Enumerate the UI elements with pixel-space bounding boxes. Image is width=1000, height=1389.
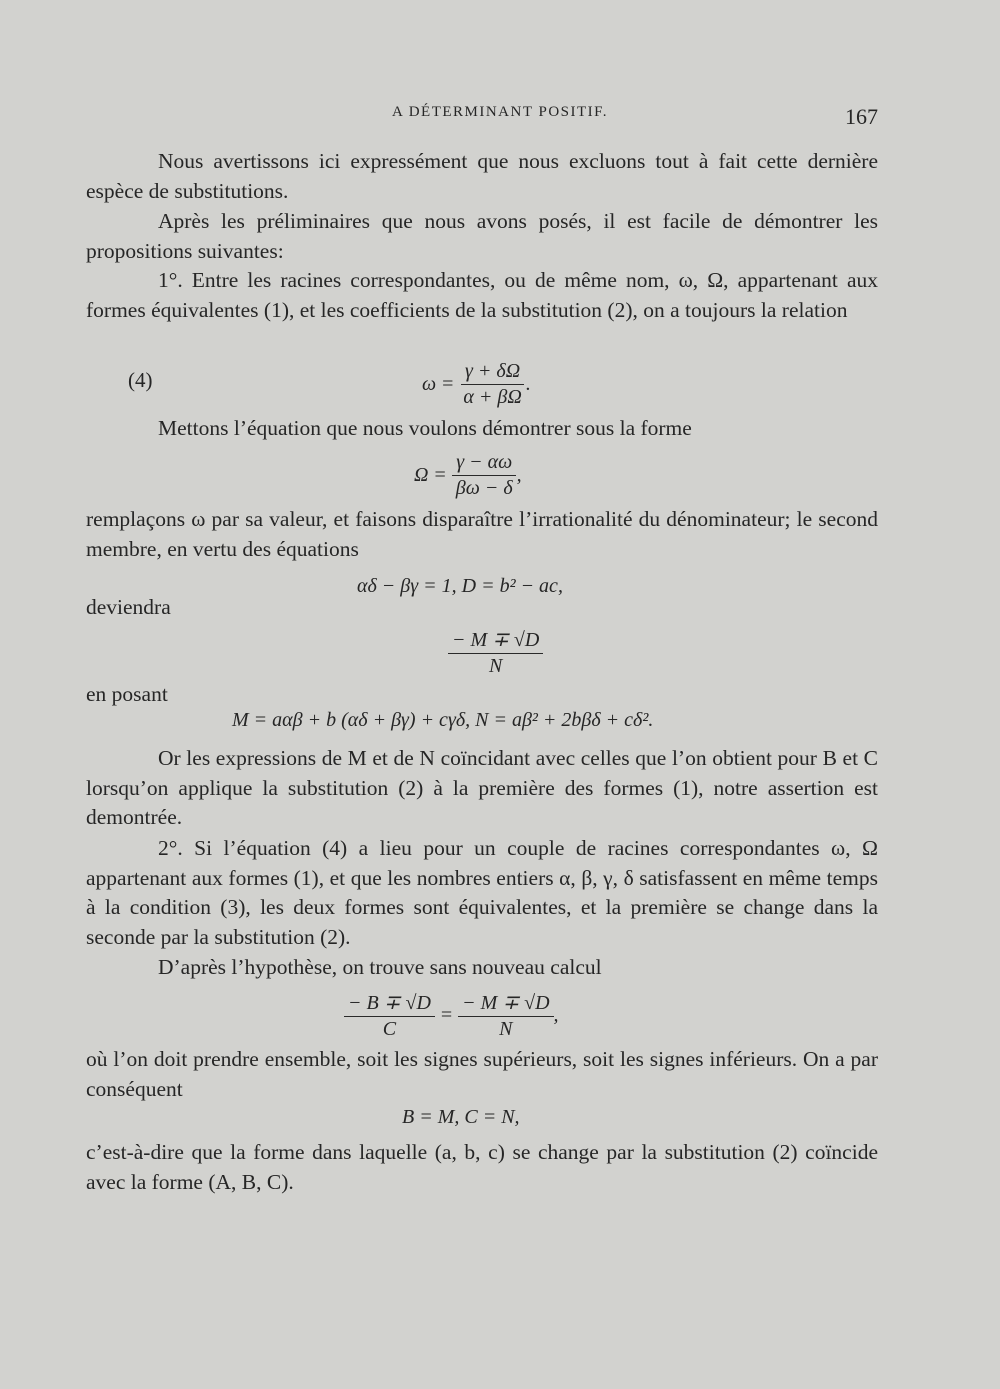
paragraph-11: où l’on doit prendre ensemble, soit les signes supérieurs, soit les signes inférieurs. On a par conséquent [86, 1047, 878, 1101]
equation-omega-denominator: βω − δ [455, 477, 513, 499]
equation-4-number: (4) [128, 368, 153, 392]
equation-M-fraction [458, 990, 553, 1041]
equals-sign: = [434, 464, 446, 486]
equation-omega-tail: , [516, 464, 522, 486]
equation-omega-numerator: γ − αω [452, 451, 516, 476]
equation-4-fraction [459, 360, 525, 409]
paragraph-3: 1°. Entre les racines correspondantes, ou de même nom, ω, Ω, appartenant aux formes équivalentes (1), et les coefficients de la substitution (2), on a toujours la relation [86, 268, 878, 322]
paragraph-6: deviendra [86, 595, 171, 619]
equation-M-numerator: − M ∓ √D [458, 990, 553, 1017]
equation-result [448, 627, 543, 678]
paragraph-9: 2°. Si l’équation (4) a lieu pour un couple de racines correspondantes ω, Ω appartenant aux formes (1), et que les nombres entiers α, β, γ, δ satisfassent en même temps à la condition (3), les deux formes sont équivalentes, et la première se change dans la seconde par la substitution (2). [86, 836, 878, 949]
equation-B-fraction [344, 990, 435, 1041]
equals-sign: = [442, 373, 454, 395]
equation-conditions: αδ − βγ = 1, D = b² − ac, [357, 575, 563, 597]
paragraph-4: Mettons l’équation que nous voulons démontrer sous la forme [158, 416, 692, 440]
equation-4-denominator: α + βΩ [463, 386, 522, 408]
paragraph-10: D’après l’hypothèse, on trouve sans nouveau calcul [158, 955, 602, 979]
paragraph-12: c’est-à-dire que la forme dans laquelle (a, b, c) se change par la substitution (2) coïncide avec la forme (A, B, C). [86, 1140, 878, 1194]
equals-sign: = [440, 1004, 453, 1026]
equation-B-denominator: C [382, 1018, 397, 1040]
equation-4-numerator: γ + δΩ [461, 360, 524, 385]
paragraph-8: Or les expressions de M et de N coïncidant avec celles que l’on obtient pour B et C lorsqu’on applique la substitution (2) à la première des formes (1), notre assertion est demontrée. [86, 746, 878, 830]
paragraph-2: Après les préliminaires que nous avons posés, il est facile de démontrer les propositions suivantes: [86, 209, 878, 263]
equation-omega-lhs: Ω [414, 464, 429, 486]
equation-4 [422, 360, 531, 409]
equation-result-numerator: − M ∓ √D [448, 627, 543, 654]
equation-M-denominator: N [499, 1018, 513, 1040]
equation-omega [414, 451, 522, 500]
running-header: A DÉTERMINANT POSITIF. [391, 104, 609, 120]
paragraph-5: remplaçons ω par sa valeur, et faisons disparaître l’irrationalité du dénominateur; le second membre, en vertu des équations [86, 507, 878, 561]
paragraph-1: Nous avertissons ici expressément que nous excluons tout à fait cette dernière espèce de substitutions. [86, 149, 878, 203]
page-number: 167 [845, 104, 878, 129]
equation-omega-fraction [452, 451, 517, 500]
equation-B-numerator: − B ∓ √D [344, 990, 435, 1017]
equation-B-M-tail: , [553, 1004, 559, 1026]
equation-final: B = M, C = N, [402, 1106, 520, 1128]
equation-result-fraction [448, 627, 543, 678]
equation-M-N: M = aαβ + b (αδ + βγ) + cγδ, N = aβ² + 2bβδ + cδ². [232, 709, 654, 731]
equation-4-lhs: ω [422, 373, 437, 395]
equation-result-denominator: N [489, 655, 503, 677]
paragraph-7: en posant [86, 682, 168, 706]
equation-B-M [344, 990, 559, 1041]
equation-4-tail: . [525, 373, 531, 395]
